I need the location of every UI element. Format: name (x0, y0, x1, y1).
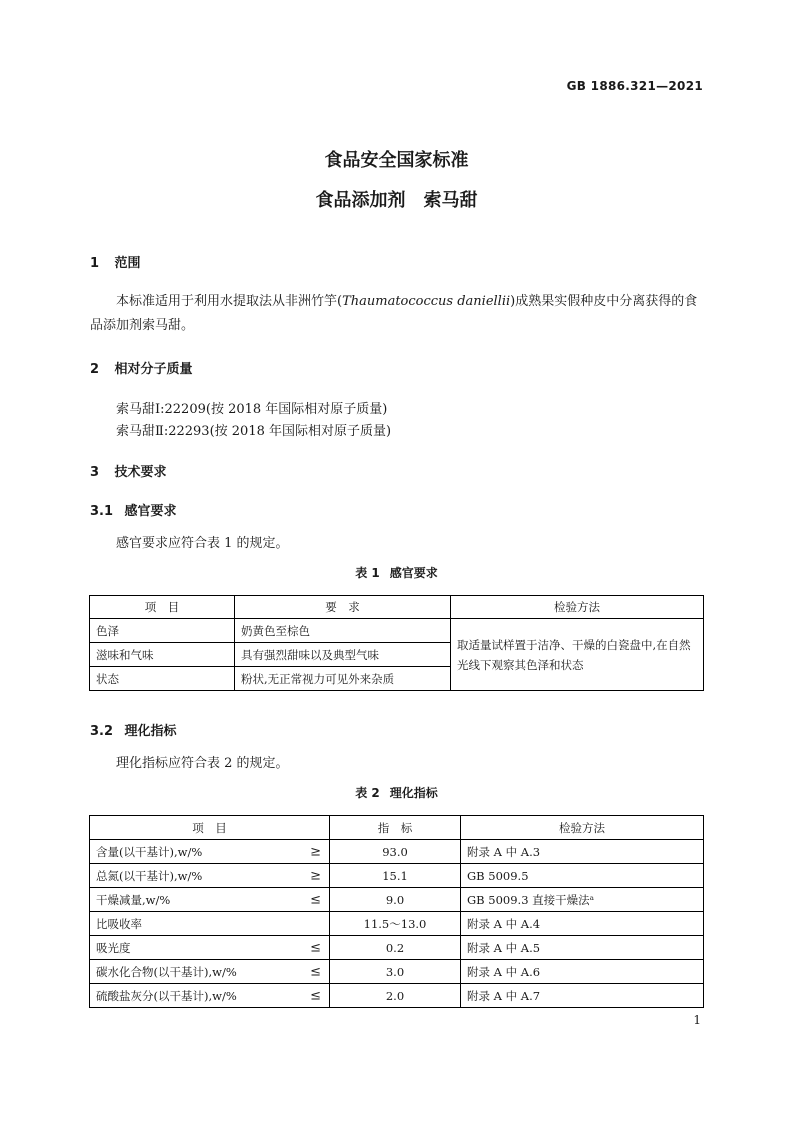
item-name: 干燥减量,w/% (96, 892, 171, 907)
table-row (90, 912, 704, 936)
indicator-value: 9.0 (330, 888, 461, 912)
section-title: 范围 (114, 256, 141, 271)
method-cell: 附录 A 中 A.3 (461, 840, 704, 864)
item-name: 硫酸盐灰分(以干基计),w/% (96, 988, 237, 1003)
item-name: 比吸收率 (96, 916, 142, 931)
table-number: 表 2 (355, 786, 380, 800)
scope-text-end: )成熟果实假种皮中分离获得的食品添加剂索马甜。 (90, 294, 698, 333)
item-name: 碳水化合物(以干基计),w/% (96, 964, 237, 979)
indicator-value: 3.0 (330, 960, 461, 984)
section-1-paragraph (90, 290, 704, 338)
method-cell: GB 5009.3 直接干燥法ᵃ (461, 888, 704, 912)
comparison-operator: ≥ (310, 844, 321, 859)
item-name: 吸光度 (96, 940, 131, 955)
section-title: 技术要求 (114, 465, 167, 480)
method-cell: 附录 A 中 A.6 (461, 960, 704, 984)
table-title: 理化指标 (389, 786, 438, 800)
indicator-value: 15.1 (330, 864, 461, 888)
table-header-row (90, 596, 704, 619)
document-title: 食品安全国家标准 (324, 150, 469, 171)
comparison-operator: ≤ (310, 988, 321, 1003)
comparison-operator: ≥ (310, 868, 321, 883)
section-number: 3.2 (90, 724, 114, 739)
header-item: 项 目 (90, 596, 235, 619)
table-row (90, 840, 704, 864)
item-cell (90, 912, 330, 936)
header-method: 检验方法 (461, 816, 704, 840)
section-3-1-heading (90, 500, 177, 519)
page-number: 1 (693, 1013, 701, 1027)
header-requirement: 要 求 (235, 596, 451, 619)
header-indicator: 指 标 (330, 816, 461, 840)
item-cell: 滋味和气味 (90, 643, 235, 667)
indicator-value: 11.5～13.0 (330, 912, 461, 936)
table-header-row (90, 816, 704, 840)
indicator-value: 93.0 (330, 840, 461, 864)
method-cell: 附录 A 中 A.5 (461, 936, 704, 960)
item-cell (90, 864, 330, 888)
item-name: 总氮(以干基计),w/% (96, 868, 203, 883)
section-3-heading (90, 461, 167, 480)
method-cell: 附录 A 中 A.7 (461, 984, 704, 1008)
item-cell (90, 936, 330, 960)
section-title: 理化指标 (124, 724, 177, 739)
table-row (90, 984, 704, 1008)
section-title: 相对分子质量 (114, 362, 193, 377)
section-3-1-text: 感官要求应符合表 1 的规定。 (116, 536, 289, 551)
section-2-heading (90, 358, 193, 377)
indicator-value: 2.0 (330, 984, 461, 1008)
section-1-heading (90, 252, 141, 271)
comparison-operator: ≤ (310, 940, 321, 955)
section-number: 3 (90, 465, 100, 480)
method-cell: 取适量试样置于洁净、干燥的白瓷盘中,在自然光线下观察其色泽和状态 (451, 619, 704, 691)
section-number: 3.1 (90, 504, 114, 519)
table-row (90, 888, 704, 912)
method-cell: GB 5009.5 (461, 864, 704, 888)
section-3-2-heading (90, 720, 177, 739)
item-cell (90, 984, 330, 1008)
comparison-operator: ≤ (310, 964, 321, 979)
standard-number: GB 1886.321—2021 (566, 79, 703, 93)
physicochemical-indicators-table (89, 815, 704, 1008)
item-cell (90, 840, 330, 864)
table-row (90, 864, 704, 888)
method-cell: 附录 A 中 A.4 (461, 912, 704, 936)
item-cell (90, 960, 330, 984)
table-title: 感官要求 (389, 566, 438, 580)
requirement-cell: 具有强烈甜味以及典型气味 (235, 643, 451, 667)
section-number: 1 (90, 256, 100, 271)
table-row (90, 619, 704, 643)
item-cell (90, 888, 330, 912)
molecular-mass-line-2: 索马甜Ⅱ:22293(按 2018 年国际相对原子质量) (116, 424, 392, 439)
table-row (90, 960, 704, 984)
table-1-caption (0, 564, 793, 581)
item-cell: 色泽 (90, 619, 235, 643)
header-item: 项 目 (90, 816, 330, 840)
table-2-caption (0, 784, 793, 801)
item-name: 含量(以干基计),w/% (96, 844, 203, 859)
scope-text-start: 本标准适用于利用水提取法从非洲竹竽( (116, 294, 343, 309)
item-cell: 状态 (90, 667, 235, 691)
section-title: 感官要求 (124, 504, 177, 519)
molecular-mass-line-1: 索马甜Ⅰ:22209(按 2018 年国际相对原子质量) (116, 402, 388, 417)
header-method: 检验方法 (451, 596, 704, 619)
requirement-cell: 粉状,无正常视力可见外来杂质 (235, 667, 451, 691)
table-row (90, 936, 704, 960)
indicator-value: 0.2 (330, 936, 461, 960)
section-number: 2 (90, 362, 100, 377)
table-number: 表 1 (355, 566, 380, 580)
latin-species-name: Thaumatococcus daniellii (342, 294, 511, 309)
comparison-operator: ≤ (310, 892, 321, 907)
sensory-requirements-table (89, 595, 704, 691)
section-3-2-text: 理化指标应符合表 2 的规定。 (116, 756, 289, 771)
document-subtitle: 食品添加剂 索马甜 (315, 190, 478, 211)
requirement-cell: 奶黄色至棕色 (235, 619, 451, 643)
